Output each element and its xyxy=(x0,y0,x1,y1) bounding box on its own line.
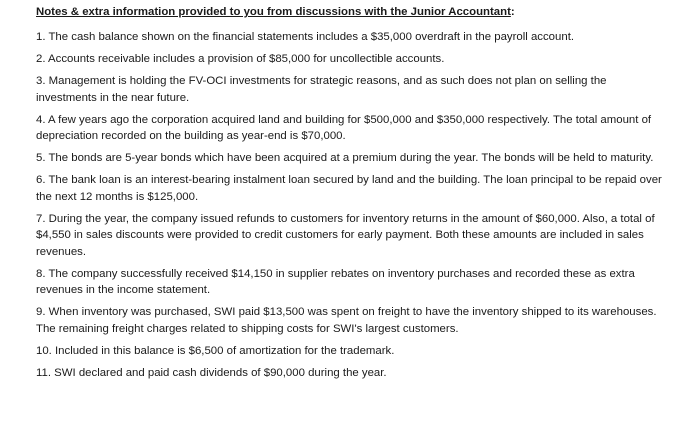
notes-heading-text: Notes & extra information provided to you from discussions with the Junior Accountant xyxy=(36,6,511,18)
note-item: 6. The bank loan is an interest-bearing instalment loan secured by land and the building. The loan principal to be repaid over the next 12 months is $125,000. xyxy=(36,174,662,203)
note-item: 10. Included in this balance is $6,500 of amortization for the trademark. xyxy=(36,345,395,358)
note-item: 11. SWI declared and paid cash dividends of $90,000 during the year. xyxy=(36,367,387,379)
note-item: 9. When inventory was purchased, SWI paid $13,500 was spent on freight to have the inventory shipped to its warehouses. The remaining freight charges related to shipping costs for SWI's largest customers. xyxy=(36,306,657,336)
notes-heading-colon: : xyxy=(510,6,515,18)
note-item: 4. A few years ago the corporation acquired land and building for $500,000 and $350,000 respectively. The total amount of depreciation recorded on the building as year-end is $70,000. xyxy=(36,113,652,143)
note-item: 1. The cash balance shown on the financial statements includes a $35,000 overdraft in the payroll account. xyxy=(36,31,575,43)
notes-list xyxy=(36,29,670,382)
note-item: 5. The bonds are 5-year bonds which have been acquired at a premium during the year. The bonds will be held to maturity. xyxy=(36,152,654,165)
note-item: 2. Accounts receivable includes a provision of $85,000 for uncollectible accounts. xyxy=(36,52,445,65)
note-item: 8. The company successfully received $14,150 in supplier rebates on inventory purchases and recorded these as extra revenues in the income statement. xyxy=(36,267,635,297)
note-item: 7. During the year, the company issued refunds to customers for inventory returns in the amount of $60,000. Also, a total of $4,550 in sales discounts were provided to credit customers for early payment. Both these amounts are included in sales revenues. xyxy=(36,212,655,258)
note-item: 3. Management is holding the FV-OCI investments for strategic reasons, and as such does not plan on selling the investments in the near future. xyxy=(36,74,607,104)
notes-heading xyxy=(36,5,670,19)
